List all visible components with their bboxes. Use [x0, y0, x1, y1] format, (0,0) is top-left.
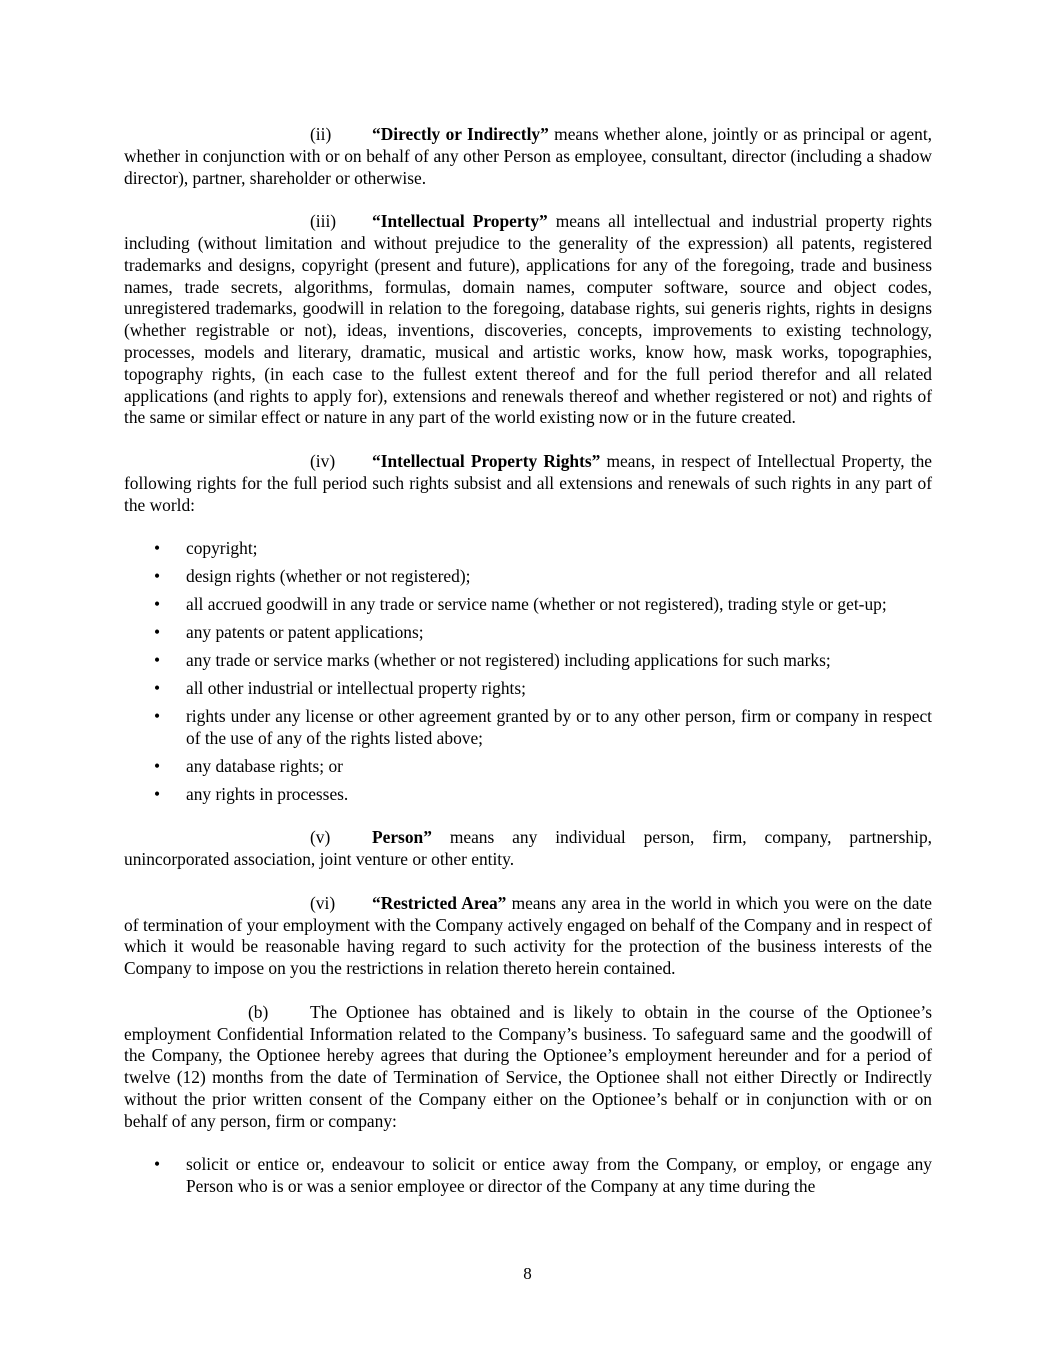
definition-person — [124, 827, 932, 871]
list-item: • solicit or entice or, endeavour to solicit or entice away from the Company, or employ, or engage any Person who is or was a senior employee or director of the Company at any time during the — [154, 1154, 932, 1197]
bullet-icon: • — [154, 538, 161, 559]
list-item: • all accrued goodwill in any trade or service name (whether or not registered), trading style or get-up; — [154, 594, 887, 615]
list-item: • all other industrial or intellectual property rights; — [154, 678, 526, 699]
list-item: • rights under any license or other agreement granted by or to any other person, firm or company in respect of the use of any of the rights listed above; — [154, 706, 932, 748]
bullet-icon: • — [154, 594, 161, 615]
clause-number: (ii) — [310, 124, 332, 144]
list-item: • copyright; — [154, 538, 258, 559]
clause-number: (iii) — [310, 211, 337, 232]
list-item: • design rights (whether or not registered); — [154, 566, 471, 587]
list-item: • any database rights; or — [154, 755, 343, 776]
document-page — [124, 124, 932, 1220]
bullet-icon: • — [154, 622, 161, 643]
bullet-icon: • — [154, 566, 161, 587]
list-item: • any trade or service marks (whether or not registered) including applications for such marks; — [154, 650, 831, 671]
definition-text: means any area in the world in which you were on the date of termination of your employment with the Company actively engaged on behalf of the Company and in respect of which it would be reasonable having regard to such activity for the protection of the business interests of the Company to impose on you the restrictions in relation thereto herein contained. — [124, 892, 932, 979]
restrictions-list — [124, 1154, 932, 1198]
defined-term: “Intellectual Property Rights” — [372, 450, 601, 471]
clause-b — [124, 1002, 932, 1133]
definition-intellectual-property — [124, 211, 932, 429]
page-number: 8 — [523, 1264, 532, 1283]
definition-text: means, in respect of Intellectual Property, the following rights for the full period such rights subsist and all extensions and renewals of such rights in any part of the world: — [124, 450, 932, 515]
bullet-icon: • — [154, 1154, 161, 1175]
bullet-icon: • — [154, 706, 161, 727]
clause-text: The Optionee has obtained and is likely to obtain in the course of the Optionee’s employment Confidential Information related to the Company’s business. To safeguard same and the goodwill of the Company, the Optionee hereby agrees that during the Optionee’s employment hereunder and for a period of twelve (12) months from the date of Termination of Service, the Optionee shall not either Directly or Indirectly without the prior written consent of the Company either on the Optionee’s behalf or in conjunction with or on behalf of any person, firm or company: — [124, 1001, 932, 1131]
bullet-icon: • — [154, 650, 161, 671]
clause-number: (b) — [248, 1001, 269, 1022]
defined-term: “Restricted Area” — [372, 892, 507, 913]
definition-text: means any individual person, firm, company, partnership, unincorporated association, joint venture or other entity. — [124, 827, 932, 870]
definition-intellectual-property-rights — [124, 451, 932, 516]
definition-restricted-area — [124, 893, 932, 980]
bullet-icon: • — [154, 755, 161, 776]
definition-text: means all intellectual and industrial property rights including (without limitation and without prejudice to the generality of the expression) all patents, registered trademarks and designs, copyright (present and future), applications for any of the foregoing, trade and business names, trade secrets, algorithms, formulas, domain names, computer software, source and object codes, unregistered trademarks, goodwill in relation to the foregoing, database rights, sui generis rights, rights in designs (whether registrable or not), ideas, inventions, discoveries, concepts, improvements to existing technology, processes, models and literary, dramatic, musical and artistic works, know how, mask works, topographies, topography rights, (in each case to the fullest extent thereof and for the full period therefor and all related applications (and rights to apply for), extensions and renewals thereof and whether registered or not) and rights of the same or similar effect or nature in any part of the world existing now or in the future created. — [124, 211, 932, 428]
clause-number: (vi) — [310, 892, 336, 913]
defined-term: “Directly or Indirectly” — [372, 124, 549, 144]
definition-directly-or-indirectly — [124, 124, 932, 189]
ip-rights-list — [124, 538, 932, 805]
list-item: • any rights in processes. — [154, 783, 349, 804]
bullet-icon: • — [154, 678, 161, 699]
list-item: • any patents or patent applications; — [154, 622, 424, 643]
bullet-icon: • — [154, 783, 161, 804]
definition-text: means whether alone, jointly or as principal or agent, whether in conjunction with or on behalf of any other Person as employee, consultant, director (including a shadow director), partner, shareholder or otherwise. — [124, 124, 933, 188]
defined-term: “Intellectual Property” — [372, 211, 548, 232]
clause-number: (v) — [310, 827, 331, 848]
defined-term: Person” — [372, 827, 432, 848]
clause-number: (iv) — [310, 450, 336, 471]
